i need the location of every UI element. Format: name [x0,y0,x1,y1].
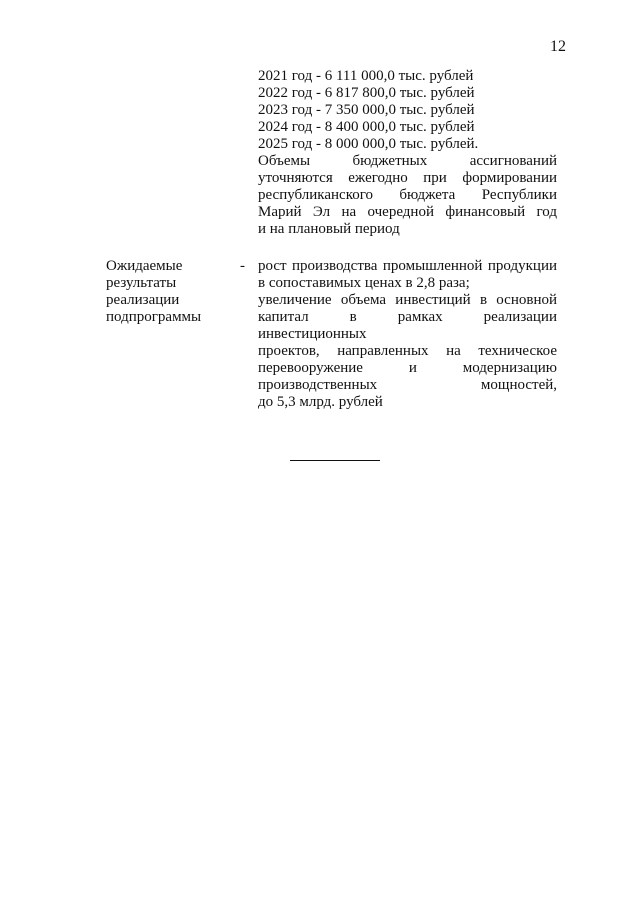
results-dash: - [240,258,245,274]
funding-year-2025: 2025 год - 8 000 000,0 тыс. рублей. [258,136,479,152]
result-line: перевооружение и модернизацию [258,360,557,376]
funding-note-line: Марий Эл на очередной финансовый год [258,204,557,220]
funding-year-2024: 2024 год - 8 400 000,0 тыс. рублей [258,119,475,135]
label-line: результаты [106,275,177,291]
funding-note-line: Объемы бюджетных ассигнований [258,153,557,169]
result-line: увеличение объема инвестиций в основной [258,292,557,308]
funding-year-2021: 2021 год - 6 111 000,0 тыс. рублей [258,68,474,84]
result-line: проектов, направленных на техническое [258,343,557,359]
expected-results-label [106,258,226,326]
label-line: реализации [106,292,180,308]
result-line: до 5,3 млрд. рублей [258,394,383,410]
funding-year-2022: 2022 год - 6 817 800,0 тыс. рублей [258,85,475,101]
funding-by-year-block [258,68,557,238]
result-line: капитал в рамках реализации инвестиционных [258,309,557,342]
funding-note-line: республиканского бюджета Республики [258,187,557,203]
label-line: Ожидаемые [106,258,183,274]
funding-year-2023: 2023 год - 7 350 000,0 тыс. рублей [258,102,475,118]
result-line: рост производства промышленной продукции [258,258,557,274]
page-number: 12 [550,38,566,55]
result-line: производственных мощностей, [258,377,557,393]
result-line: в сопоставимых ценах в 2,8 раза; [258,275,470,291]
label-line: подпрограммы [106,309,202,325]
funding-note-line: уточняются ежегодно при формировании [258,170,557,186]
expected-results-body [258,258,557,411]
end-separator-line [290,460,380,461]
funding-note-line: и на плановый период [258,221,400,237]
